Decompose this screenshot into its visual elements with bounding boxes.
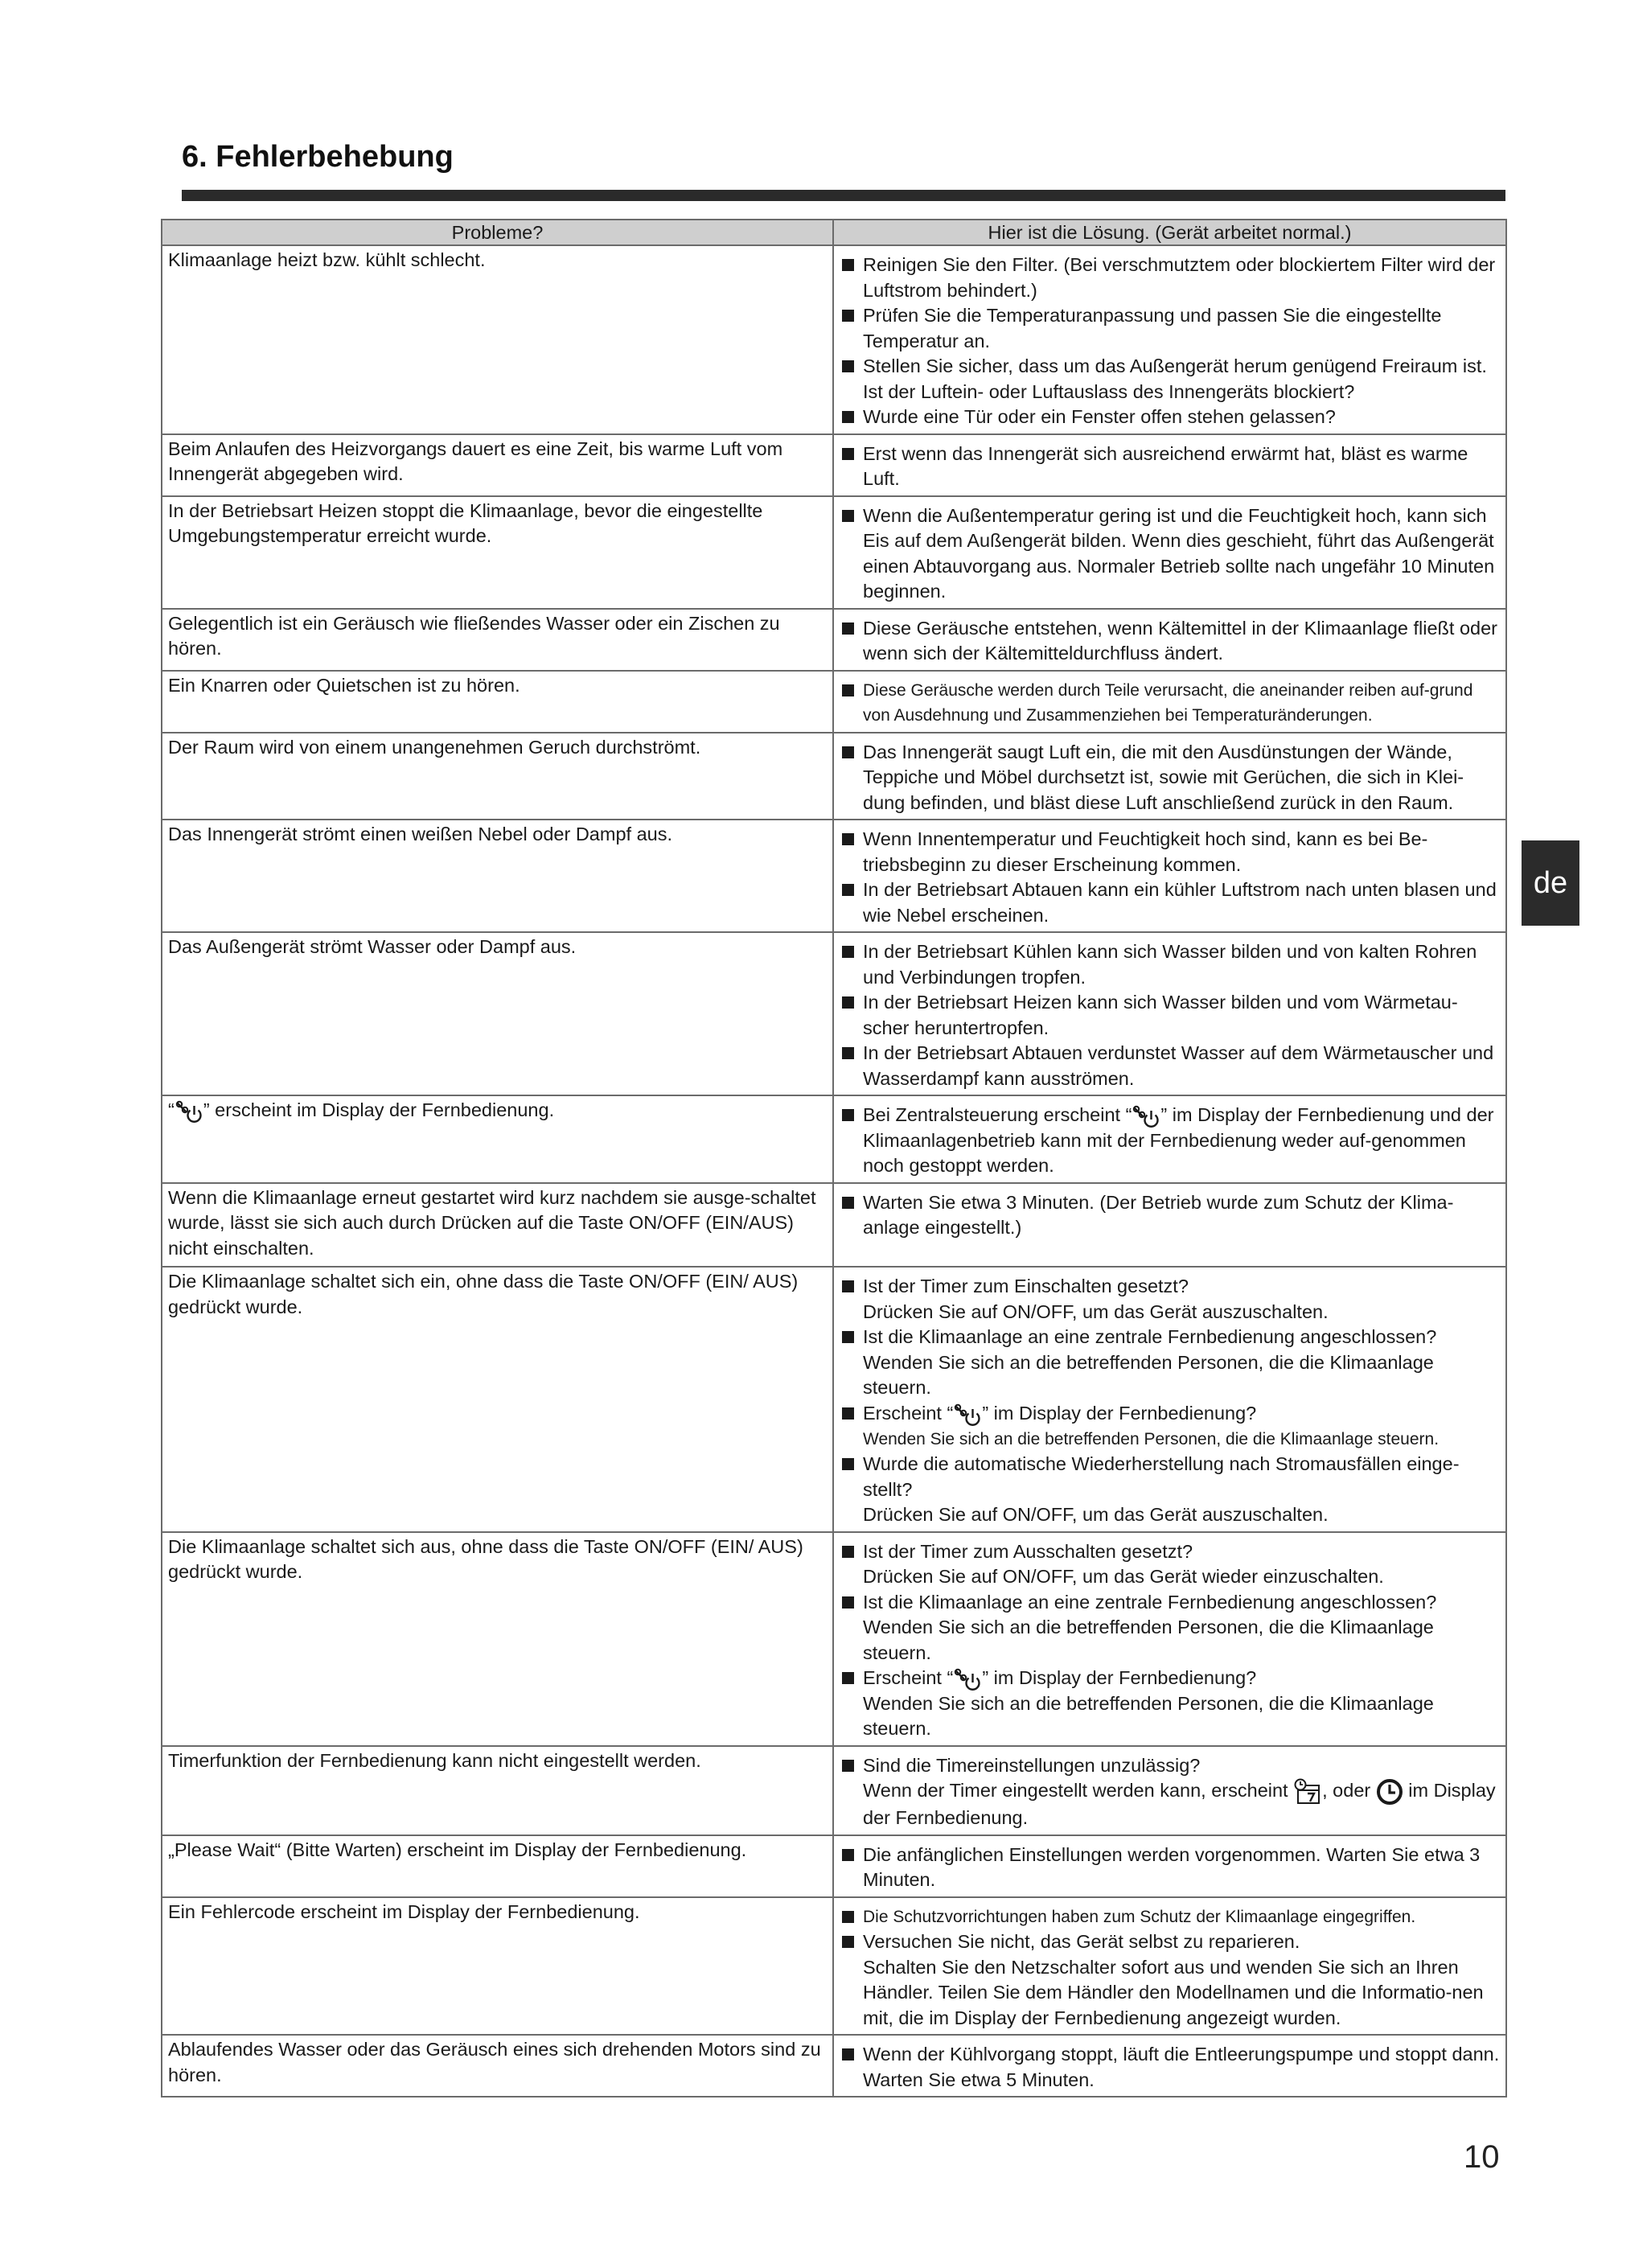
solution-bullet: Die anfänglichen Einstellungen werden vorgenommen. Warten Sie etwa 3 Minuten. [839,1843,1501,1893]
solution-bullet: Das Innengerät saugt Luft ein, die mit den Ausdünstungen der Wände, Teppiche und Möbel durchsetzt ist, sowie mit Gerüchen, die sich in Klei-dung befinden, und bläst diese Luft anschließend zurück in den Raum. [839,740,1501,816]
title-rule [182,190,1505,201]
solution-bullet: Sind die Timereinstellungen unzulässig? [839,1753,1501,1779]
central-control-icon [175,1099,203,1124]
problem-cell: Ein Knarren oder Quietschen ist zu hören. [162,671,833,733]
table-row [162,434,1506,496]
solution-bullet: Erst wenn das Innengerät sich ausreichend erwärmt hat, bläst es warme Luft. [839,442,1501,492]
table-row [162,820,1506,932]
solution-cell [833,1095,1506,1183]
solution-bullet: Reinigen Sie den Filter. (Bei verschmutztem oder blockiertem Filter wird der Luftstrom behindert.) [839,253,1501,303]
problem-cell: Das Außengerät strömt Wasser oder Dampf aus. [162,932,833,1095]
solution-bullet: In der Betriebsart Abtauen verdunstet Wasser auf dem Wärmetauscher und Wasserdampf kann ausströmen. [839,1041,1501,1091]
problem-cell: „Please Wait“ (Bitte Warten) erscheint im Display der Fernbedienung. [162,1835,833,1897]
table-row [162,733,1506,820]
problem-cell: Klimaanlage heizt bzw. kühlt schlecht. [162,245,833,434]
column-header-problems: Probleme? [162,220,833,245]
solution-text: Wenden Sie sich an die betreffenden Personen, die die Klimaanlage steuern. [863,1617,1434,1663]
table-row [162,1532,1506,1746]
column-header-solution: Hier ist die Lösung. (Gerät arbeitet normal.) [833,220,1506,245]
solution-bullet: Ist der Timer zum Ausschalten gesetzt? [839,1539,1501,1565]
solution-cell [833,245,1506,434]
problem-cell: Die Klimaanlage schaltet sich aus, ohne dass die Taste ON/OFF (EIN/ AUS) gedrückt wurde. [162,1532,833,1746]
solution-bullet: Diese Geräusche werden durch Teile verursacht, die aneinander reiben auf-grund von Ausdehnung und Zusammenziehen bei Temperaturänderungen. [839,678,1501,729]
solution-cell [833,932,1506,1095]
solution-bullet: Erscheint “ ” im Display der Fernbedienung? [839,1401,1501,1427]
solution-bullet: Wenn der Kühlvorgang stoppt, läuft die Entleerungspumpe und stoppt dann. Warten Sie etwa 5 Minuten. [839,2042,1501,2093]
table-row [162,1183,1506,1268]
solution-cell [833,1835,1506,1897]
problem-cell: Ablaufendes Wasser oder das Geräusch eines sich drehenden Motors sind zu hören. [162,2035,833,2097]
solution-cell [833,496,1506,609]
table-row [162,1746,1506,1835]
table-row [162,1267,1506,1531]
solution-cell [833,609,1506,671]
solution-cell [833,671,1506,733]
solution-text: Wenden Sie sich an die betreffenden Personen, die die Klimaanlage steuern. [863,1692,1434,1740]
table-row [162,1835,1506,1897]
solution-bullet: In der Betriebsart Abtauen kann ein kühler Luftstrom nach unten blasen und wie Nebel erscheinen. [839,877,1501,928]
solution-bullet: Diese Geräusche entstehen, wenn Kältemittel in der Klimaanlage fließt oder wenn sich der Kältemitteldurchfluss ändert. [839,616,1501,667]
problem-cell: Timerfunktion der Fernbedienung kann nicht eingestellt werden. [162,1746,833,1835]
solution-cell [833,1897,1506,2036]
troubleshooting-table [161,219,1507,2097]
table-row [162,2035,1506,2097]
solution-cell [833,1183,1506,1268]
language-tab: de [1522,840,1579,926]
problem-cell: Beim Anlaufen des Heizvorgangs dauert es eine Zeit, bis warme Luft vom Innengerät abgegeben wird. [162,434,833,496]
solution-bullet: Wenn die Außentemperatur gering ist und die Feuchtigkeit hoch, kann sich Eis auf dem Außengerät bilden. Wenn dies geschieht, führt das Außengerät einen Abtauvorgang aus. Normaler Betrieb sollte nach ungefähr 10 Minuten beginnen. [839,503,1501,605]
solution-text: Wenn der Timer eingestellt werden kann, erscheint , oder im Display der Fernbedienung. [839,1778,1501,1831]
problem-cell: Gelegentlich ist ein Geräusch wie fließendes Wasser oder ein Zischen zu hören. [162,609,833,671]
solution-cell [833,1746,1506,1835]
solution-cell [833,1532,1506,1746]
solution-bullet: Erscheint “ ” im Display der Fernbedienung? [839,1666,1501,1691]
solution-bullet: Bei Zentralsteuerung erscheint “ ” im Display der Fernbedienung und der Klimaanlagenbetrieb kann mit der Fernbedienung weder auf-genommen noch gestoppt werden. [839,1103,1501,1179]
table-row [162,1897,1506,2036]
problem-cell: Das Innengerät strömt einen weißen Nebel oder Dampf aus. [162,820,833,932]
page-title: 6. Fehlerbehebung [182,140,454,174]
solution-cell [833,2035,1506,2097]
solution-text: Drücken Sie auf ON/OFF, um das Gerät auszuschalten. [863,1300,1329,1322]
table-row [162,671,1506,733]
problem-cell: Ein Fehlercode erscheint im Display der Fernbedienung. [162,1897,833,2036]
clock-timer-icon [1376,1778,1403,1806]
solution-bullet: Ist der Timer zum Einschalten gesetzt? [839,1274,1501,1300]
table-row [162,932,1506,1095]
solution-cell [833,1267,1506,1531]
central-control-icon [953,1403,982,1427]
solution-cell [833,733,1506,820]
solution-bullet: Warten Sie etwa 3 Minuten. (Der Betrieb wurde zum Schutz der Klima-anlage eingestellt.) [839,1190,1501,1241]
solution-text: Wenden Sie sich an die betreffenden Personen, die die Klimaanlage steuern. [863,1429,1440,1448]
solution-cell [833,434,1506,496]
table-row [162,496,1506,609]
solution-bullet: In der Betriebsart Heizen kann sich Wasser bilden und vom Wärmetau-scher heruntertropfen. [839,990,1501,1041]
solution-bullet: Wenn Innentemperatur und Feuchtigkeit hoch sind, kann es bei Be-triebsbeginn zu dieser Erscheinung kommen. [839,827,1501,877]
solution-bullet: In der Betriebsart Kühlen kann sich Wasser bilden und von kalten Rohren und Verbindungen tropfen. [839,939,1501,990]
solution-bullet: Prüfen Sie die Temperaturanpassung und passen Sie die eingestellte Temperatur an. [839,303,1501,354]
table-header-row [162,220,1506,245]
table-row [162,609,1506,671]
solution-bullet: Ist die Klimaanlage an eine zentrale Fernbedienung angeschlossen? [839,1590,1501,1616]
solution-text: Drücken Sie auf ON/OFF, um das Gerät wieder einzuschalten. [863,1566,1384,1588]
central-control-icon [953,1667,982,1691]
table-row [162,245,1506,434]
solution-bullet: Stellen Sie sicher, dass um das Außengerät herum genügend Freiraum ist. Ist der Luftein- oder Luftauslass des Innengeräts blockiert? [839,354,1501,405]
solution-bullet: Wurde die automatische Wiederherstellung nach Stromausfällen einge-stellt? [839,1452,1501,1502]
solution-cell [833,820,1506,932]
solution-text: Wenden Sie sich an die betreffenden Personen, die die Klimaanlage steuern. [863,1351,1434,1399]
table-row [162,1095,1506,1183]
solution-text: Drücken Sie auf ON/OFF, um das Gerät auszuschalten. [863,1504,1329,1526]
solution-bullet: Versuchen Sie nicht, das Gerät selbst zu reparieren. [839,1929,1501,1955]
problem-cell: “ ” erscheint im Display der Fernbedienung. [162,1095,833,1183]
problem-cell: Wenn die Klimaanlage erneut gestartet wird kurz nachdem sie ausge-schaltet wurde, lässt sie sich auch durch Drücken auf die Taste ON/OFF (EIN/AUS) nicht einschalten. [162,1183,833,1268]
problem-cell: Der Raum wird von einem unangenehmen Geruch durchströmt. [162,733,833,820]
problem-cell: Die Klimaanlage schaltet sich ein, ohne dass die Taste ON/OFF (EIN/ AUS) gedrückt wurde. [162,1267,833,1531]
solution-bullet: Die Schutzvorrichtungen haben zum Schutz der Klimaanlage eingegriffen. [839,1904,1501,1930]
solution-text: Schalten Sie den Netzschalter sofort aus und wenden Sie sich an Ihren Händler. Teilen Sie dem Händler den Modellnamen und die Informatio-nen mit, die im Display der Fernbedienung angezeigt wurden. [863,1956,1484,2028]
page-number: 10 [1464,2139,1500,2175]
weekly-timer-icon [1293,1778,1322,1806]
problem-cell: In der Betriebsart Heizen stoppt die Klimaanlage, bevor die eingestellte Umgebungstemperatur erreicht wurde. [162,496,833,609]
solution-bullet: Ist die Klimaanlage an eine zentrale Fernbedienung angeschlossen? [839,1325,1501,1350]
solution-bullet: Wurde eine Tür oder ein Fenster offen stehen gelassen? [839,405,1501,430]
table-body [162,245,1506,2097]
central-control-icon [1132,1104,1160,1128]
